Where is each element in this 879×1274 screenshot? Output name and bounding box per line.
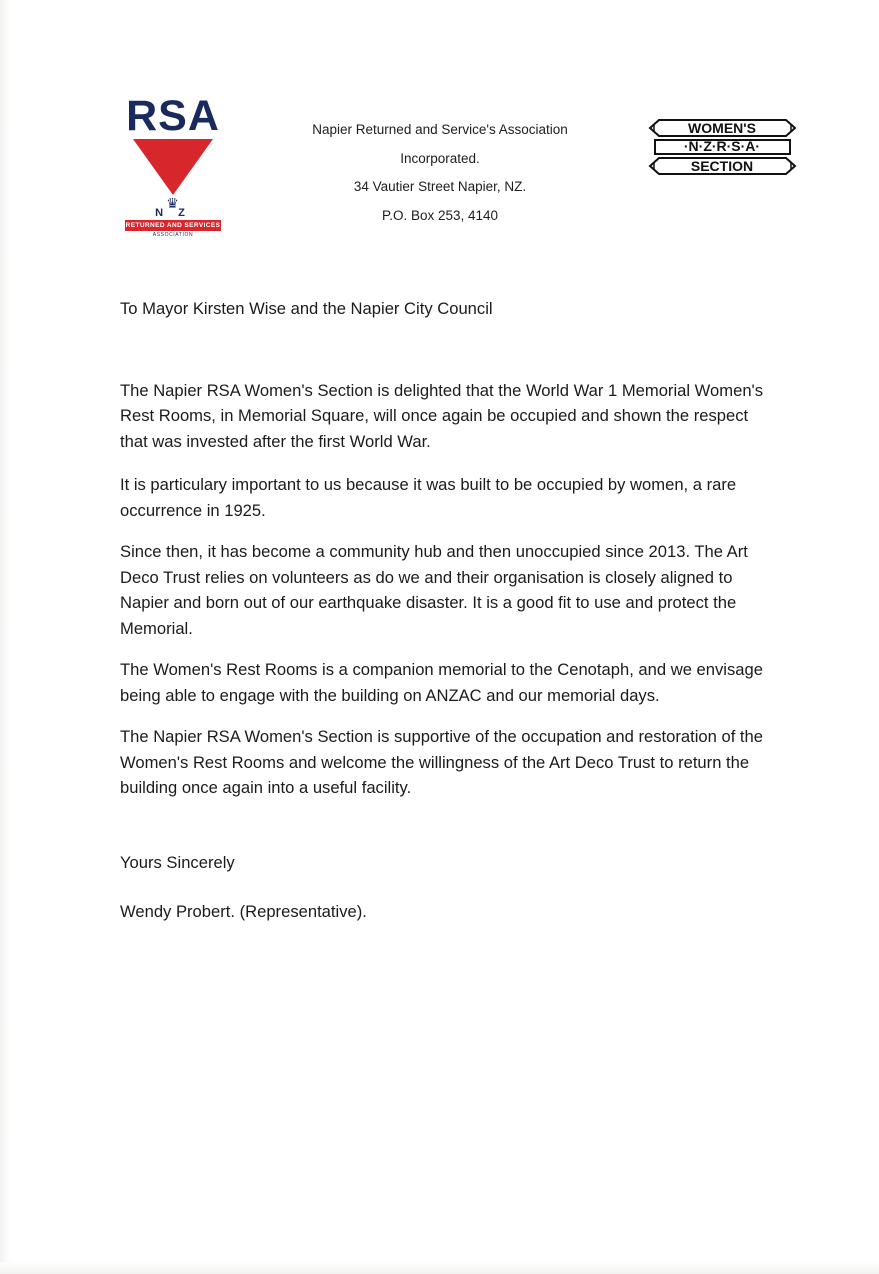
address-line-1: Napier Returned and Service's Association bbox=[312, 122, 568, 137]
womens-section-badge bbox=[645, 110, 800, 178]
scan-edge-bottom bbox=[0, 1262, 879, 1274]
letterhead bbox=[0, 86, 879, 261]
crown-icon: ♛ bbox=[166, 195, 180, 211]
paragraph-3: Since then, it has become a community hub and then unoccupied since 2013. The Art Deco Trust relies on volunteers as do we and their organisation is closely aligned to Napier and born out of our earthquake disaster. It is a good fit to use and protect the Memorial. bbox=[120, 542, 748, 638]
paragraph-4: The Women's Rest Rooms is a companion memorial to the Cenotaph, and we envisage being able to engage with the building on ANZAC and our memorial days. bbox=[120, 660, 763, 705]
paragraph-2: It is particulary important to us because it was built to be occupied by women, a rare occurrence in 1925. bbox=[120, 475, 737, 520]
womens-badge-top-text: WOMEN'S bbox=[688, 120, 756, 136]
rsa-chevron-icon bbox=[133, 139, 213, 195]
womens-badge-bottom-text: SECTION bbox=[690, 158, 754, 174]
salutation: To Mayor Kirsten Wise and the Napier City Council bbox=[120, 299, 493, 318]
rsa-badge bbox=[125, 196, 221, 238]
address-line-2: Incorporated. bbox=[400, 150, 480, 166]
paragraph-1: The Napier RSA Women's Section is delighted that the World War 1 Memorial Women's Rest Rooms, in Memorial Square, will once again be occupied and shown the respect that was invested after the first World War. bbox=[120, 380, 764, 451]
rsa-badge-ribbon: RETURNED AND SERVICES bbox=[125, 222, 221, 229]
rsa-wordmark: RSA bbox=[126, 92, 220, 140]
rsa-badge-nz: N Z bbox=[155, 207, 191, 219]
paragraph-5: The Napier RSA Women's Section is supportive of the occupation and restoration of the Women's Rest Rooms and welcome the willingness of the Art Deco Trust to return the building once again into a useful facility. bbox=[120, 727, 763, 797]
signer-name: Wendy Probert. (Representative). bbox=[120, 902, 367, 921]
letter-body bbox=[120, 296, 765, 925]
rsa-logo bbox=[118, 92, 228, 238]
organisation-address bbox=[255, 116, 625, 230]
address-line-4: P.O. Box 253, 4140 bbox=[381, 207, 499, 223]
rsa-badge-sub: ASSOCIATION bbox=[152, 232, 194, 238]
sign-off: Yours Sincerely bbox=[120, 852, 235, 872]
womens-badge-middle-text: ·N·Z·R·S·A· bbox=[683, 138, 761, 154]
address-line-3: 34 Vautier Street Napier, NZ. bbox=[353, 179, 527, 194]
